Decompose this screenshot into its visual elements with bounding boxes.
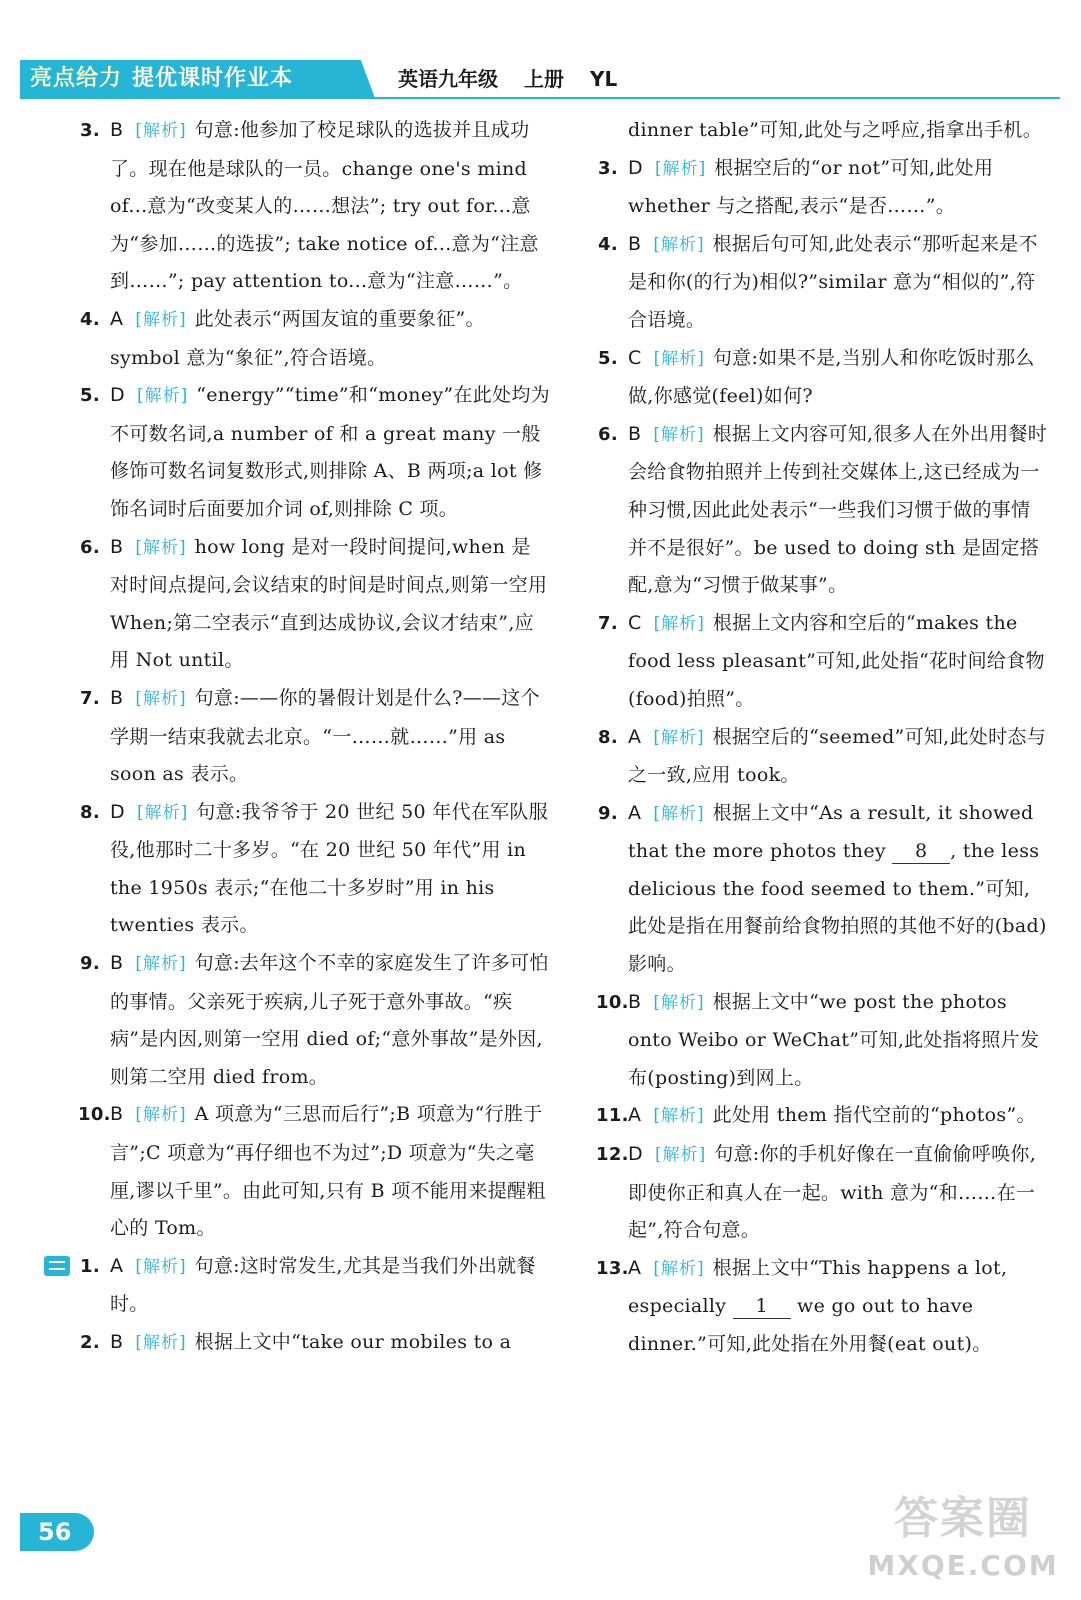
answer-choice: D: [628, 1143, 643, 1166]
watermark-logo: 答案圈: [894, 1493, 1032, 1544]
answer-item: [80, 1096, 550, 1247]
question-number: 7.: [80, 687, 100, 709]
page-header: [0, 0, 1081, 98]
analysis-tag: [解析]: [136, 802, 189, 823]
explanation-text: A 项意为“三思而后行”;B 项意为“行胜于言”;C 项意为“再仔细也不为过”;D 项意为“失之毫厘,谬以千里”。由此可知,只有 B 项不能用来提醒粗心的 Tom。: [110, 1103, 546, 1240]
answer-item: [598, 150, 1048, 226]
answer-choice: A: [110, 307, 124, 330]
answer-item: [598, 605, 1048, 719]
answer-item: [598, 416, 1048, 605]
answer-item: [80, 945, 550, 1096]
answer-choice: A: [628, 1104, 642, 1127]
answer-choice: B: [110, 686, 124, 709]
analysis-tag: [解析]: [135, 537, 187, 558]
question-number: 12.: [596, 1144, 629, 1166]
explanation-text: 句意:他参加了校足球队的选拔并且成功了。现在他是球队的一员。change one's mind of...意为“改变某人的……想法”; try out for...意为“参加……的选拔”; take notice of...意为“注意到……”; pay attention to...意为“注意……”。: [110, 119, 539, 293]
analysis-tag: [解析]: [653, 803, 705, 824]
analysis-tag: [解析]: [135, 954, 187, 975]
answer-choice: D: [110, 800, 125, 823]
brand-series: 提优课时作业本: [132, 66, 294, 91]
answer-item: [80, 794, 550, 945]
analysis-tag: [解析]: [654, 1145, 707, 1166]
analysis-tag: [解析]: [135, 1333, 187, 1353]
analysis-tag: [解析]: [653, 992, 705, 1013]
explanation-text: 句意:去年这个不幸的家庭发生了许多可怕的事情。父亲死于疾病,儿子死于意外事故。“疾病”是内因,则第一空用 died of;“意外事故”是外因,则第二空用 died from。: [110, 952, 549, 1088]
answer-item: [598, 1136, 1048, 1250]
answer-item: [80, 680, 550, 794]
answer-choice: A: [628, 801, 642, 824]
question-number: 10.: [596, 991, 629, 1013]
analysis-tag: [解析]: [653, 613, 705, 634]
question-number: 11.: [596, 1105, 629, 1127]
answer-choice: B: [110, 1331, 124, 1353]
edition-label: YL: [590, 67, 618, 91]
analysis-tag: [解析]: [653, 1106, 705, 1127]
explanation-text: 句意:我爷爷于 20 世纪 50 年代在军队服役,他那时二十多岁。“在 20 世纪 50 年代”用 in the 1950s 表示;“在他二十多岁时”用 in his twenties 表示。: [110, 800, 549, 937]
analysis-tag: [解析]: [135, 309, 187, 330]
answer-choice: B: [628, 990, 642, 1013]
explanation-text: 此处表示“两国友谊的重要象征”。symbol 意为“象征”,符合语境。: [110, 307, 485, 369]
answer-item: [598, 984, 1048, 1098]
analysis-tag: [解析]: [653, 727, 705, 748]
answer-choice: B: [110, 952, 124, 975]
question-number: 7.: [598, 612, 618, 634]
explanation-text: , the less delicious the food seemed to them.”可知,此处是指在用餐前给食物拍照的其他不好的(bad)影响。: [628, 840, 1047, 976]
analysis-tag: [解析]: [653, 1258, 705, 1279]
right-column: [598, 112, 1048, 1364]
explanation-text: 根据上文中“This happens a lot, especially: [628, 1256, 1008, 1318]
explanation-text: 句意:这时常发生,尤其是当我们外出就餐时。: [110, 1254, 536, 1316]
question-number: 9.: [598, 802, 618, 824]
explanation-text: 根据上文内容可知,很多人在外出用餐时会给食物拍照并上传到社交媒体上,这已经成为一种习惯,因此此处表示“一些我们习惯于做的事情并不是很好”。be used to doing sth 是固定搭配,意为“习惯于做某事”。: [628, 422, 1048, 597]
answer-choice: A: [628, 725, 642, 748]
answer-item: [598, 1097, 1048, 1136]
answer-item: [598, 226, 1048, 340]
explanation-text: 根据上文中“As a result, it showed that the more photos they: [628, 801, 1034, 863]
volume-label: 上册: [524, 67, 564, 91]
answer-item: [80, 301, 550, 377]
explanation-text: 根据空后的“seemed”可知,此处时态与之一致,应用 took。: [628, 725, 1047, 787]
analysis-tag: [解析]: [135, 121, 187, 141]
brand-name: 亮点给力: [30, 66, 123, 91]
section-two-icon: [44, 1256, 70, 1276]
analysis-tag: [解析]: [135, 688, 187, 709]
answer-choice: C: [628, 346, 642, 369]
blank-number: 8: [892, 839, 950, 864]
explanation-text: 根据上文中“take our mobiles to a: [194, 1331, 512, 1353]
explanation-text: 此处用 them 指代空前的“photos”。: [712, 1104, 1036, 1127]
analysis-tag: [解析]: [654, 158, 707, 179]
answer-choice: A: [110, 1254, 124, 1277]
explanation-text: 句意:你的手机好像在一直偷偷呼唤你,即使你正和真人在一起。with 意为“和……在一起”,符合句意。: [628, 1143, 1037, 1242]
explanation-text: 根据空后的“or not”可知,此处用 whether 与之搭配,表示“是否……”。: [628, 156, 994, 218]
question-number: 13.: [596, 1257, 629, 1279]
analysis-tag: [解析]: [136, 386, 189, 407]
answer-choice: C: [628, 611, 642, 634]
question-number: 3.: [598, 157, 618, 179]
explanation-text: we go out to have dinner.”可知,此处指在外用餐(eat out)。: [628, 1295, 992, 1355]
book-info: [398, 63, 643, 95]
question-number: 5.: [598, 347, 618, 369]
question-number: 5.: [80, 385, 100, 407]
question-number: 8.: [598, 726, 618, 748]
answer-choice: A: [628, 1256, 642, 1279]
brand-title: [30, 63, 293, 95]
header-divider: [20, 97, 1060, 99]
question-number: 10.: [78, 1104, 111, 1126]
explanation-text: dinner table”可知,此处与之呼应,指拿出手机。: [628, 119, 1043, 141]
explanation-text: how long 是对一段时间提问,when 是对时间点提问,会议结束的时间是时间点,则第一空用 When;第二空表示“直到达成协议,会议才结束”,应用 Not until。: [110, 535, 548, 672]
answer-item: [598, 340, 1048, 416]
answer-item: [80, 1248, 550, 1324]
blank-number: 1: [733, 1294, 791, 1319]
answer-choice: B: [110, 1103, 124, 1126]
answer-choice: D: [110, 384, 125, 407]
analysis-tag: [解析]: [653, 348, 705, 369]
answer-choice: B: [628, 422, 642, 445]
explanation-text: “energy”“time”和“money”在此处均为不可数名词,a number of 和 a great many 一般修饰可数名词复数形式,则排除 A、B 两项;a lot 修饰名词时后面要加介词 of,则排除 C 项。: [110, 384, 550, 520]
answer-item: [598, 1250, 1048, 1364]
watermark-domain: MXQE.COM: [867, 1549, 1059, 1582]
answer-item: [80, 529, 550, 680]
answer-item: [80, 1324, 550, 1363]
question-number: 8.: [80, 801, 100, 823]
answer-choice: B: [110, 119, 124, 141]
question-number: 9.: [80, 953, 100, 975]
question-number: 4.: [80, 308, 100, 330]
explanation-text: 句意:如果不是,当别人和你吃饭时那么做,你感觉(feel)如何?: [628, 346, 1035, 408]
explanation-text: 根据上文内容和空后的“makes the food less pleasant”可知,此处指“花时间给食物(food)拍照”。: [628, 611, 1045, 710]
analysis-tag: [解析]: [135, 1256, 187, 1277]
answer-item: [80, 112, 550, 301]
subject-grade: 英语九年级: [398, 67, 498, 91]
site-watermark: [863, 1490, 1063, 1594]
analysis-tag: [解析]: [653, 234, 705, 255]
explanation-text: 句意:——你的暑假计划是什么?——这个学期一结束我就去北京。“一……就……”用 as soon as 表示。: [110, 686, 540, 786]
answer-choice: B: [110, 535, 124, 558]
explanation-text: 根据上文中“we post the photos onto Weibo or WeChat”可知,此处指将照片发布(posting)到网上。: [628, 990, 1040, 1089]
answer-choice: D: [628, 156, 643, 179]
answer-item: [598, 112, 1048, 150]
question-number: 4.: [598, 233, 618, 255]
answer-item: [598, 795, 1048, 984]
question-number: 3.: [80, 120, 100, 141]
question-number: 6.: [80, 536, 100, 558]
answer-item: [598, 719, 1048, 795]
question-number: 6.: [598, 423, 618, 445]
left-column: [80, 112, 550, 1363]
question-number: 1.: [80, 1255, 100, 1277]
analysis-tag: [解析]: [653, 424, 705, 445]
explanation-text: 根据后句可知,此处表示“那听起来是不是和你(的行为)相似?”similar 意为“相似的”,符合语境。: [628, 232, 1038, 331]
answer-item: [80, 377, 550, 528]
analysis-tag: [解析]: [135, 1105, 187, 1126]
question-number: 2.: [80, 1332, 100, 1353]
page-number-badge: 56: [20, 1513, 94, 1551]
answer-choice: B: [628, 232, 642, 255]
